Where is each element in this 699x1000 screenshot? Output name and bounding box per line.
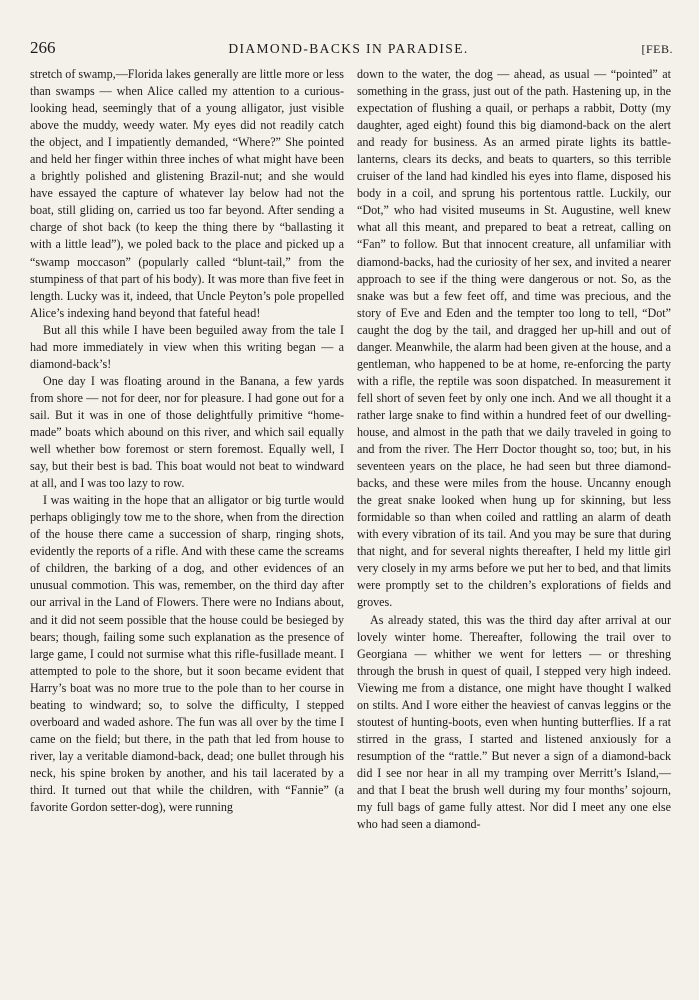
paragraph: down to the water, the dog — ahead, as usual — “pointed” at something in the grass, just out of the path. Hastening up, in the expectation of flushing a quail, or perhaps a rabbit, Dotty (my daughter, aged eight) found this big diamond-back on the alert and ready for business. As an armed pirate lights its battle-lanterns, clears its decks, and beats to quarters, so this terrible cruiser of the land had kindled his eyes into flame, disposed his body in a coil, and sprung his portentous rattle. Luckily, our “Dot,” who had visited museums in St. Augustine, well knew what all this meant, and prepared to beat a retreat, calling on “Fan” to follow. But that innocent creature, all unfamiliar with diamond-backs, had the curiosity of her sex, and invited a nearer approach to see if the thing were dangerous or not. So, as the snake was but a few feet off, and time was precious, and the story of Eve and Eden and the tempter too long to tell, “Dot” caught the dog by the tail, and dragged her up-hill and out of danger. Meanwhile, the alarm had been given at the house, and a gentleman, who happened to be at home, re-enforcing the party with a rifle, the reptile was soon dispatched. In measurement it fell short of seven feet by only one inch. And we all thought it a rather large snake to find within a hundred feet of our dwelling-house, and almost in the path that we daily traveled in going to and from the river. The Herr Doctor thought so, too; but, in his seventeen years on the place, he had seen but three diamond-backs, and these were miles from the house. Uncanny enough the great snake looked when hung up for skinning, but less formidable so than when coiled and rattling an alarm of death with every vibration of its tail. And you may be sure that during that night, and for several nights thereafter, I held my little girl very closely in my arms before we put her to bed, and that limits were promptly set to the children’s explorations of fields and groves. <box>357 67 671 610</box>
paragraph: But all this while I have been beguiled away from the tale I had more immediately in view when this writing began — a diamond-back’s! <box>30 322 344 371</box>
right-column <box>357 66 671 833</box>
running-title: DIAMOND-BACKS IN PARADISE. <box>228 41 469 56</box>
paragraph: As already stated, this was the third day after arrival at our lovely winter home. Thereafter, following the trail over to Georgiana — whither we went for letters — or threshing through the brush in quest of quail, I stepped very high indeed. Viewing me from a distance, one might have thought I walked on stilts. And I wore either the heaviest of canvas leggins or the stoutest of hunting-boots, even when hunting butterflies. If a rat stirred in the grass, I started and listened anxiously for a resumption of the “rattle.” But never a sign of a diamond-back did I see nor hear in all my tramping over Merritt’s Island,— and that I beat the brush well during my four months’ sojourn, my full bags of game fully attest. Nor did I meet any one else who had seen a diamond- <box>357 612 671 832</box>
paragraph: One day I was floating around in the Banana, a few yards from shore — not for deer, nor for pleasure. I had gone out for a sail. But it was in one of those delightfully primitive “home-made” boats which abound on this river, and which sail equally well whether bow foremost or stern foremost. Equally well, I say, but their best is bad. This boat would not beat to windward at all, and I was too lazy to row. <box>30 373 344 491</box>
running-header <box>30 38 673 58</box>
left-column <box>30 66 344 816</box>
paragraph: stretch of swamp,—Florida lakes generally are little more or less than swamps — when Alice called my attention to a curious-looking head, seemingly that of a young alligator, just visible above the muddy, weedy water. My eyes did not readily catch the object, and I impatiently demanded, “Where?” She pointed and held her finger within three inches of what might have been a brightly polished and glistening Brazil-nut; and she would have essayed the capture of whatever lay below had not the boat, still gliding on, carried us too far beyond. After sending a charge of shot back (to keep the thing there by “ballasting it with a little lead”), we poled back to the place and picked up a “swamp moccason” (popularly called “blunt-tail,” from the stumpiness of that part of his body). It was more than five feet in length. Lucky was it, indeed, that Uncle Peyton’s pole propelled Alice’s indexing hand beyond that fateful head! <box>30 67 344 320</box>
page-number: 266 <box>30 38 56 57</box>
issue-month: [FEB. <box>641 42 673 56</box>
paragraph: I was waiting in the hope that an alligator or big turtle would perhaps obligingly tow me to the shore, when from the direction of the house there came a succession of sharp, ringing shots, evidently the reports of a rifle. And with these came the screams of children, the barking of a dog, and other evidences of an unusual commotion. This was, remember, on the third day after our arrival in the Land of Flowers. There were no Indians about, and it did not seem possible that the house could be besieged by bears; though, failing some such explanation as the presence of large game, I could not surmise what this rifle-fusillade meant. I attempted to pole to the shore, but it soon became evident that Harry’s boat was no more true to the pole than to her course in beating to windward; so, to solve the difficulty, I stepped overboard and waded ashore. The fun was all over by the time I came on the field; but there, in the path that led from house to river, lay a veritable diamond-back, dead; one bullet through his neck, his spine broken by another, and his tail lacerated by a third. It turned out that while the children, with “Fannie” (a favorite Gordon setter-dog), were running <box>30 493 344 815</box>
